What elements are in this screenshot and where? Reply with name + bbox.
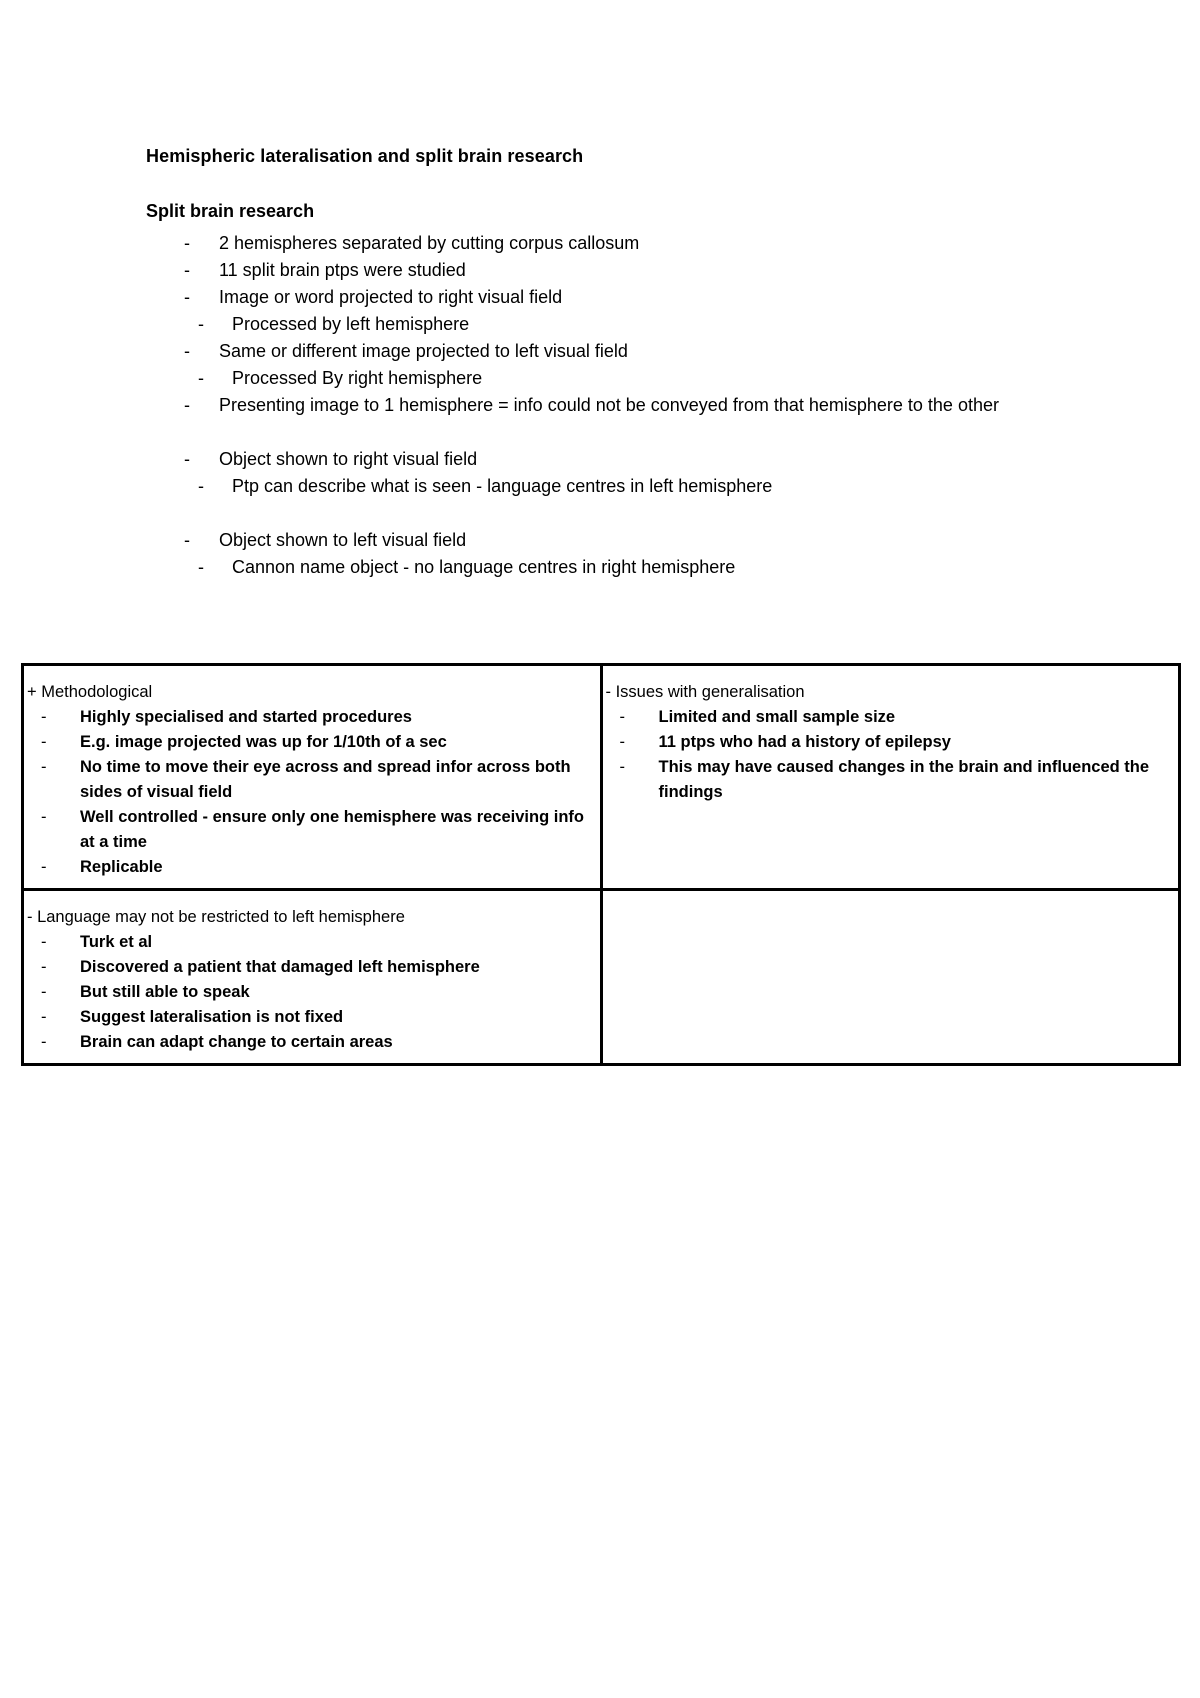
cell-list-item xyxy=(27,980,594,1005)
bullet-dash: - xyxy=(41,933,47,951)
cell-list-item xyxy=(27,730,594,755)
evaluation-cell-generalisation xyxy=(601,665,1180,890)
cell-list xyxy=(606,705,1173,805)
cell-list-item xyxy=(27,705,594,730)
note-text: Object shown to left visual field xyxy=(219,530,467,550)
note-subitem xyxy=(146,554,1076,581)
cell-list-item xyxy=(27,955,594,980)
evaluation-cell-language xyxy=(23,890,602,1065)
cell-list xyxy=(27,930,594,1055)
bullet-dash: - xyxy=(198,476,204,496)
note-subitem xyxy=(146,311,1076,338)
evaluation-cell-empty xyxy=(601,890,1180,1065)
evaluation-cell-methodological xyxy=(23,665,602,890)
cell-list-item xyxy=(606,755,1173,805)
cell-heading: + Methodological xyxy=(27,683,153,701)
notes-list xyxy=(146,230,1076,581)
bullet-dash: - xyxy=(184,260,190,280)
cell-item-text: But still able to speak xyxy=(80,983,250,1001)
cell-item-text: Replicable xyxy=(80,858,163,876)
cell-item-text: Brain can adapt change to certain areas xyxy=(80,1033,393,1051)
note-item xyxy=(146,230,1076,257)
note-text: Same or different image projected to left visual field xyxy=(219,341,628,361)
bullet-dash: - xyxy=(184,233,190,253)
note-text: Presenting image to 1 hemisphere = info could not be conveyed from that hemisphere to the other xyxy=(219,395,999,415)
bullet-dash: - xyxy=(198,314,204,334)
note-item xyxy=(146,338,1076,365)
bullet-dash: - xyxy=(184,395,190,415)
cell-list xyxy=(27,705,594,880)
bullet-dash: - xyxy=(41,958,47,976)
bullet-dash: - xyxy=(41,808,47,826)
bullet-dash: - xyxy=(619,708,625,726)
bullet-dash: - xyxy=(41,1033,47,1051)
note-text: Image or word projected to right visual field xyxy=(219,287,563,307)
cell-list-item xyxy=(606,705,1173,730)
evaluation-table xyxy=(21,663,1181,1066)
cell-heading: - Issues with generalisation xyxy=(605,683,805,701)
bullet-dash: - xyxy=(41,733,47,751)
note-text: Processed By right hemisphere xyxy=(232,368,483,388)
bullet-dash: - xyxy=(41,1008,47,1026)
cell-item-text: Suggest lateralisation is not fixed xyxy=(80,1008,344,1026)
cell-list-item xyxy=(27,1005,594,1030)
table-row xyxy=(23,665,1180,890)
cell-item-text: Highly specialised and started procedures xyxy=(80,708,412,726)
note-item xyxy=(146,446,1076,473)
bullet-dash: - xyxy=(41,858,47,876)
note-text: Cannon name object - no language centres in right hemisphere xyxy=(232,557,736,577)
bullet-dash: - xyxy=(619,733,625,751)
note-text: Ptp can describe what is seen - language centres in left hemisphere xyxy=(232,476,773,496)
cell-item-text: This may have caused changes in the brain and influenced the findings xyxy=(658,758,1150,801)
note-subitem xyxy=(146,473,1076,500)
cell-list-item xyxy=(606,730,1173,755)
cell-list-item xyxy=(27,755,594,805)
cell-item-text: 11 ptps who had a history of epilepsy xyxy=(658,733,951,751)
note-item xyxy=(146,392,1076,419)
cell-item-text: Discovered a patient that damaged left hemisphere xyxy=(80,958,480,976)
note-text: 11 split brain ptps were studied xyxy=(219,260,466,280)
bullet-dash: - xyxy=(184,287,190,307)
bullet-dash: - xyxy=(41,708,47,726)
note-text: 2 hemispheres separated by cutting corpus callosum xyxy=(219,233,640,253)
cell-item-text: E.g. image projected was up for 1/10th of a sec xyxy=(80,733,447,751)
cell-list-item xyxy=(27,855,594,880)
cell-item-text: Turk et al xyxy=(80,933,153,951)
bullet-dash: - xyxy=(184,341,190,361)
bullet-dash: - xyxy=(184,530,190,550)
note-item xyxy=(146,257,1076,284)
section-title: Split brain research xyxy=(146,201,315,221)
note-subitem xyxy=(146,365,1076,392)
note-item xyxy=(146,284,1076,311)
bullet-dash: - xyxy=(198,557,204,577)
table-row xyxy=(23,890,1180,1065)
cell-list-item xyxy=(27,930,594,955)
note-text: Object shown to right visual field xyxy=(219,449,478,469)
document-title: Hemispheric lateralisation and split brain research xyxy=(146,146,584,166)
bullet-dash: - xyxy=(41,983,47,1001)
note-text: Processed by left hemisphere xyxy=(232,314,470,334)
bullet-dash: - xyxy=(184,449,190,469)
cell-list-item xyxy=(27,1030,594,1055)
bullet-dash: - xyxy=(41,758,47,776)
cell-heading: - Language may not be restricted to left hemisphere xyxy=(27,908,405,926)
bullet-dash: - xyxy=(198,368,204,388)
cell-item-text: Well controlled - ensure only one hemisphere was receiving info at a time xyxy=(80,808,584,851)
bullet-dash: - xyxy=(619,758,625,776)
cell-list-item xyxy=(27,805,594,855)
cell-item-text: No time to move their eye across and spread infor across both sides of visual field xyxy=(80,758,571,801)
note-item xyxy=(146,527,1076,554)
cell-item-text: Limited and small sample size xyxy=(658,708,896,726)
